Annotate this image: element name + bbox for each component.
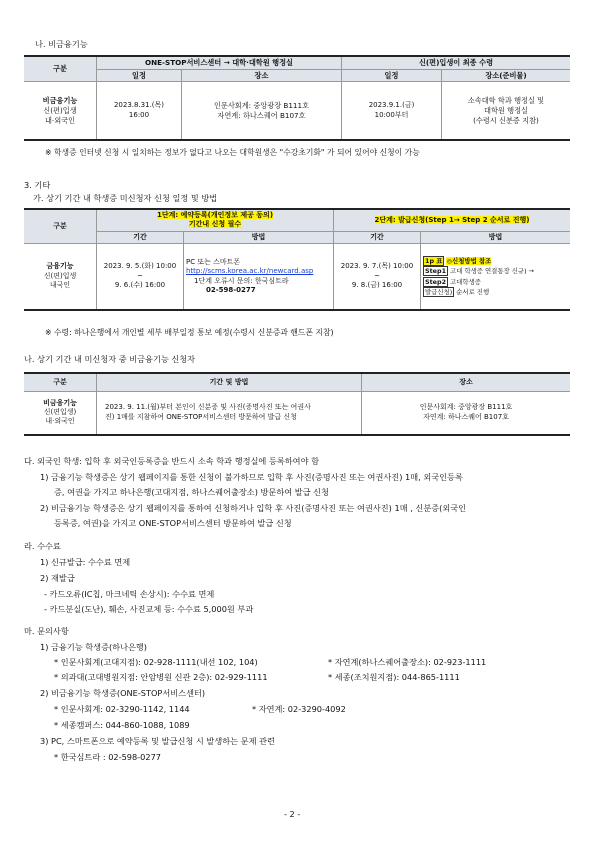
ma-item-1a: * 인문사회계(고대지점): 02-928-1111(내선 102, 104) (54, 657, 258, 667)
ra-item-1: 1) 신규발급: 수수료 면제 (40, 557, 131, 567)
ma-item-2: 2) 비금융기능 학생증(ONE-STOP서비스센터) (40, 688, 206, 698)
ma-item-2c: * 세종캠퍼스: 044-860-1088, 1089 (54, 720, 190, 730)
method-cell-2: 1p 표 ◎신청방법 참조 Step1 고대 학생증 연결통장 신규) → Step2 고대학생증 발급신청) 순서로 진행 (421, 244, 571, 310)
late-applicant-table (24, 372, 570, 436)
ra-item-2b: - 카드분실(도난), 훼손, 사진교체 등: 수수료 5,000원 부과 (44, 604, 254, 614)
newcard-link[interactable]: http://scms.korea.ac.kr/newcard.asp (186, 267, 314, 276)
group-final-receipt: 신(편)입생이 최종 수령 (342, 56, 571, 69)
section-na-title: 나. 비금융기능 (35, 39, 88, 49)
apply-box: 발급신청) (425, 287, 453, 296)
row-label: 비금융기능 신(편)입생 내·외국인 (24, 82, 97, 140)
ma-item-1c: * 의과대(고대병원지점: 안암병원 신관 2층): 02-929-1111 (54, 672, 268, 682)
ref-box: 1p 표 (425, 257, 443, 266)
col-gubun: 구분 (24, 56, 97, 82)
sub-period-1: 기간 (97, 231, 184, 243)
place-cell-2: 소속대학 학과 행정실 및 대학원 행정실 (수령시 신분증 지참) (442, 82, 571, 140)
step2-box: Step2 (425, 277, 447, 286)
application-schedule-table (24, 208, 570, 311)
ma-item-3: 3) PC, 스마트폰으로 예약등록 및 발급신청 시 발생하는 문제 관련 (40, 736, 275, 746)
ma-item-3a: * 한국심트라 : 02-598-0277 (54, 752, 161, 762)
ra-item-2a: - 카드오류(IC칩, 마크네틱 손상시): 수수료 면제 (44, 589, 215, 599)
page-number: - 2 - (284, 809, 301, 819)
row-label: 금융기능 신(편)입생 내국인 (24, 244, 97, 310)
place-cell-1: 인문사회계: 중앙광장 B111호 자연계: 하나스퀘어 B107호 (182, 82, 342, 140)
da-item-1-line1: 1) 금융기능 학생증은 상기 웹페이지를 통한 신청이 불가하므로 입학 후 사진(증명사진 또는 여권사진) 1매, 외국인등록 (40, 472, 463, 482)
sub-place-2: 장소(준비물) (442, 69, 571, 82)
da-item-2-line1: 2) 비금융기능 학생증은 상기 웹페이지를 통하여 신청하거나 입학 후 사진(증명사진 또는 여권사진) 1매 , 신분증(외국인 (40, 503, 467, 513)
step1-box: Step1 (425, 267, 447, 276)
section-da-title: 다. 외국인 학생: 입학 후 외국인등록증을 반드시 소속 학과 행정실에 등록하여야 함 (24, 456, 319, 466)
section-na2-title: 나. 상기 기간 내 미신청자 중 비금융기능 신청자 (24, 354, 196, 364)
sub-date-1: 일정 (97, 69, 182, 82)
period-method-cell: 2023. 9. 11.(월)부터 본인이 신분증 및 사진(증명사진 또는 여권사 진) 1매를 지참하여 ONE-STOP서비스센터 방문하여 발급 신청 (97, 391, 362, 435)
sub-period-2: 기간 (334, 231, 421, 243)
date-cell-1: 2023.8.31.(목) 16:00 (97, 82, 182, 140)
period-cell-1: 2023. 9. 5.(화) 10:00 ~ 9. 6.(수) 16:00 (97, 244, 184, 310)
col-gubun: 구분 (24, 373, 97, 391)
ma-item-2a: * 인문사회계: 02-3290-1142, 1144 (54, 704, 190, 714)
place-cell: 인문사회계: 중앙광장 B111호 자연계: 하나스퀘어 B107호 (362, 391, 571, 435)
date-cell-2: 2023.9.1.(금) 10:00부터 (342, 82, 442, 140)
ma-item-1: 1) 금융기능 학생증(하나은행) (40, 642, 147, 652)
method-cell-1: PC 또는 스마트폰 http://scms.korea.ac.kr/newcard.asp 1단계 오류시 문의: 한국심트라 02-598-0277 (184, 244, 334, 310)
col-place: 장소 (362, 373, 571, 391)
col-gubun: 구분 (24, 209, 97, 244)
ma-item-1d: * 세종(조치원지점): 044-865-1111 (328, 672, 460, 682)
nonfinancial-schedule-table (24, 55, 570, 141)
section-ga-title: 가. 상기 기간 내 학생증 미신청자 신청 일정 및 방법 (33, 193, 218, 203)
step2-header: 2단계: 발급신청(Step 1→ Step 2 순서로 진행) (334, 209, 571, 231)
ma-item-1b: * 자연계(하나스퀘어출장소): 02-923-1111 (328, 657, 487, 667)
ma-item-2b: * 자연계: 02-3290-4092 (252, 704, 346, 714)
sub-method-1: 방법 (184, 231, 334, 243)
da-item-1-line2: 증, 여권을 가지고 하나은행(고대지점, 하나스퀘어출장소) 방문하여 발급 신청 (54, 487, 329, 497)
step1-header: 1단계: 예약등록(개인정보 제공 동의) 기간내 신청 필수 (97, 209, 334, 231)
ra-item-2: 2) 재발급 (40, 573, 75, 583)
period-cell-2: 2023. 9. 7.(목) 10:00 ~ 9. 8.(금) 16:00 (334, 244, 421, 310)
section-3-title: 3. 기타 (24, 180, 51, 190)
section-ma-title: 마. 문의사항 (24, 626, 69, 636)
section-ra-title: 라. 수수료 (24, 541, 61, 551)
note-graduate: ※ 학생증 인터넷 신청 시 일치하는 정보가 없다고 나오는 대학원생은 "수강초기화" 가 되어 있어야 신청이 가능 (45, 148, 420, 157)
sub-method-2: 방법 (421, 231, 571, 243)
sub-date-2: 일정 (342, 69, 442, 82)
da-item-2-line2: 등록증, 여권)을 가지고 ONE-STOP서비스센터 방문하여 발급 신청 (54, 518, 292, 528)
note-receipt: ※ 수령: 하나은행에서 개인별 세부 배부일정 통보 예정(수령시 신분증과 핸드폰 지참) (45, 328, 334, 337)
col-period-method: 기간 및 방법 (97, 373, 362, 391)
sub-place-1: 장소 (182, 69, 342, 82)
group-onestop: ONE-STOP서비스센터 → 대학·대학원 행정실 (97, 56, 342, 69)
row-label: 비금융기능 신(편입생) 내·외국인 (24, 391, 97, 435)
